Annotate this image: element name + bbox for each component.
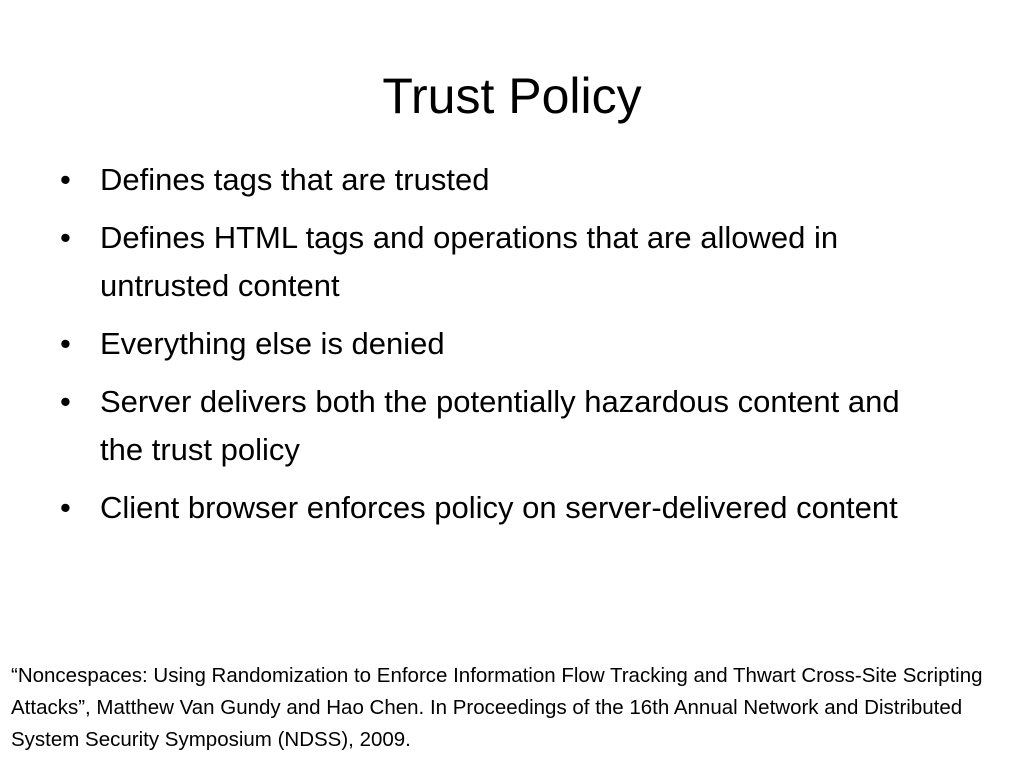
bullet-item: [58, 214, 938, 310]
bullet-item: [58, 378, 938, 474]
bullet-item: [58, 156, 938, 204]
bullet-marker: •: [60, 384, 71, 419]
bullet-text: Client browser enforces policy on server-delivered content: [100, 490, 898, 525]
slide-title: Trust Policy: [382, 68, 642, 124]
bullet-marker: •: [60, 162, 71, 197]
bullet-marker: •: [60, 490, 71, 525]
bullet-marker: •: [60, 326, 71, 361]
bullet-text: Defines tags that are trusted: [100, 162, 490, 197]
bullet-marker: •: [60, 220, 71, 255]
bullet-item: [58, 484, 938, 532]
bullet-item: [58, 320, 938, 368]
bullet-list: [58, 156, 938, 542]
bullet-text: Everything else is denied: [100, 326, 445, 361]
bullet-text: Server delivers both the potentially hazardous content and the trust policy: [100, 384, 900, 467]
bullet-text: Defines HTML tags and operations that are allowed in untrusted content: [100, 220, 839, 303]
citation: “Noncespaces: Using Randomization to Enforce Information Flow Tracking and Thwart Cross-Site Scripting Attacks”, Matthew Van Gundy and Hao Chen. In Proceedings of the 16th Annual Network and Distributed System Security Symposium (NDSS), 2009.: [11, 664, 983, 751]
